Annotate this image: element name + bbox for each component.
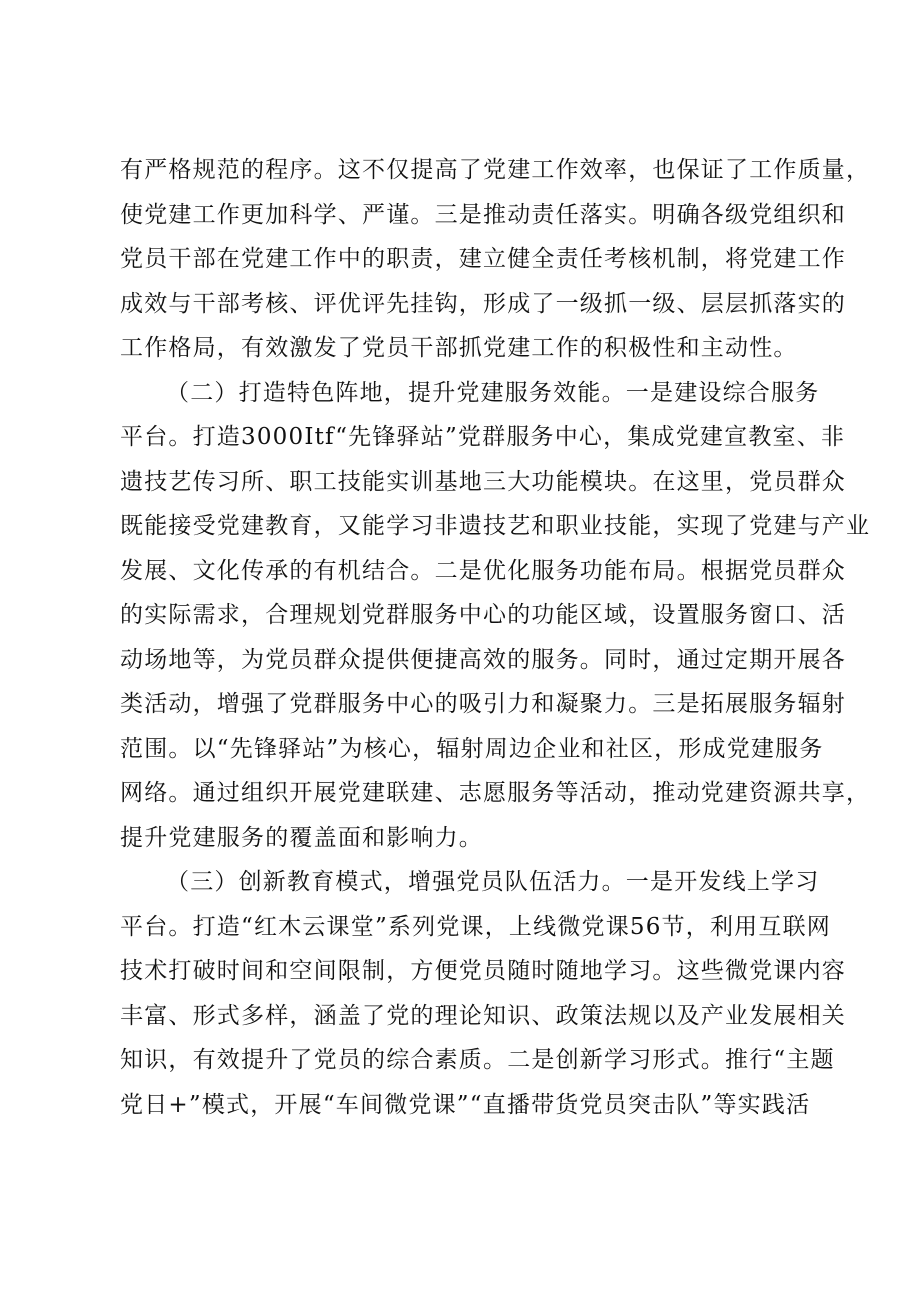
text-line: 知识，有效提升了党员的综合素质。二是创新学习形式。推行“主题: [120, 1047, 835, 1073]
document-body: [120, 148, 871, 1127]
text-line: 平台。打造3000Itf“先锋驿站”党群服务中心，集成党建宣教室、非: [120, 424, 846, 450]
text-line: 党员干部在党建工作中的职责，建立健全责任考核机制，将党建工作: [120, 246, 846, 272]
text-line: 平台。打造“红木云课堂”系列党课，上线微党课56节，利用互联网: [120, 913, 831, 940]
section-heading-line: （二）打造特色阵地，提升党建服务效能。一是建设综合服务: [166, 379, 820, 406]
section-heading-line: （三）创新教育模式，增强党员队伍活力。一是开发线上学习: [166, 869, 820, 895]
text-line: 类活动，增强了党群服务中心的吸引力和凝聚力。三是拓展服务辐射: [120, 691, 846, 717]
text-line: 的实际需求，合理规划党群服务中心的功能区域，设置服务窗口、活: [120, 602, 846, 628]
text-line: 范围。以“先锋驿站”为核心，辐射周边企业和社区，形成党建服务: [120, 735, 824, 762]
text-line: 有严格规范的程序。这不仅提高了党建工作效率，也保证了工作质量，: [120, 157, 871, 183]
text-line: 成效与干部考核、评优评先挂钩，形成了一级抓一级、层层抓落实的: [120, 290, 846, 317]
text-line: 使党建工作更加科学、严谨。三是推动责任落实。明确各级党组织和: [120, 201, 846, 228]
text-line: 提升党建服务的覆盖面和影响力。: [120, 824, 483, 851]
text-line: 动场地等，为党员群众提供便捷高效的服务。同时，通过定期开展各: [120, 646, 846, 673]
text-line: 技术打破时间和空间限制，方便党员随时随地学习。这些微党课内容: [120, 958, 846, 984]
text-line: 丰富、形式多样，涵盖了党的理论知识、政策法规以及产业发展相关: [120, 1002, 846, 1029]
text-line: 党日+”模式，开展“车间微党课”“直播带货党员突击队”等实践活: [120, 1091, 811, 1118]
text-line: 发展、文化传承的有机结合。二是优化服务功能布局。根据党员群众: [120, 557, 846, 584]
text-line: 工作格局，有效激发了党员干部抓党建工作的积极性和主动性。: [120, 335, 798, 361]
text-line: 既能接受党建教育，又能学习非遗技艺和职业技能，实现了党建与产业: [120, 513, 871, 539]
text-line: 网络。通过组织开展党建联建、志愿服务等活动，推动党建资源共享，: [120, 780, 871, 806]
text-line: 遗技艺传习所、职工技能实训基地三大功能模块。在这里，党员群众: [120, 468, 846, 495]
